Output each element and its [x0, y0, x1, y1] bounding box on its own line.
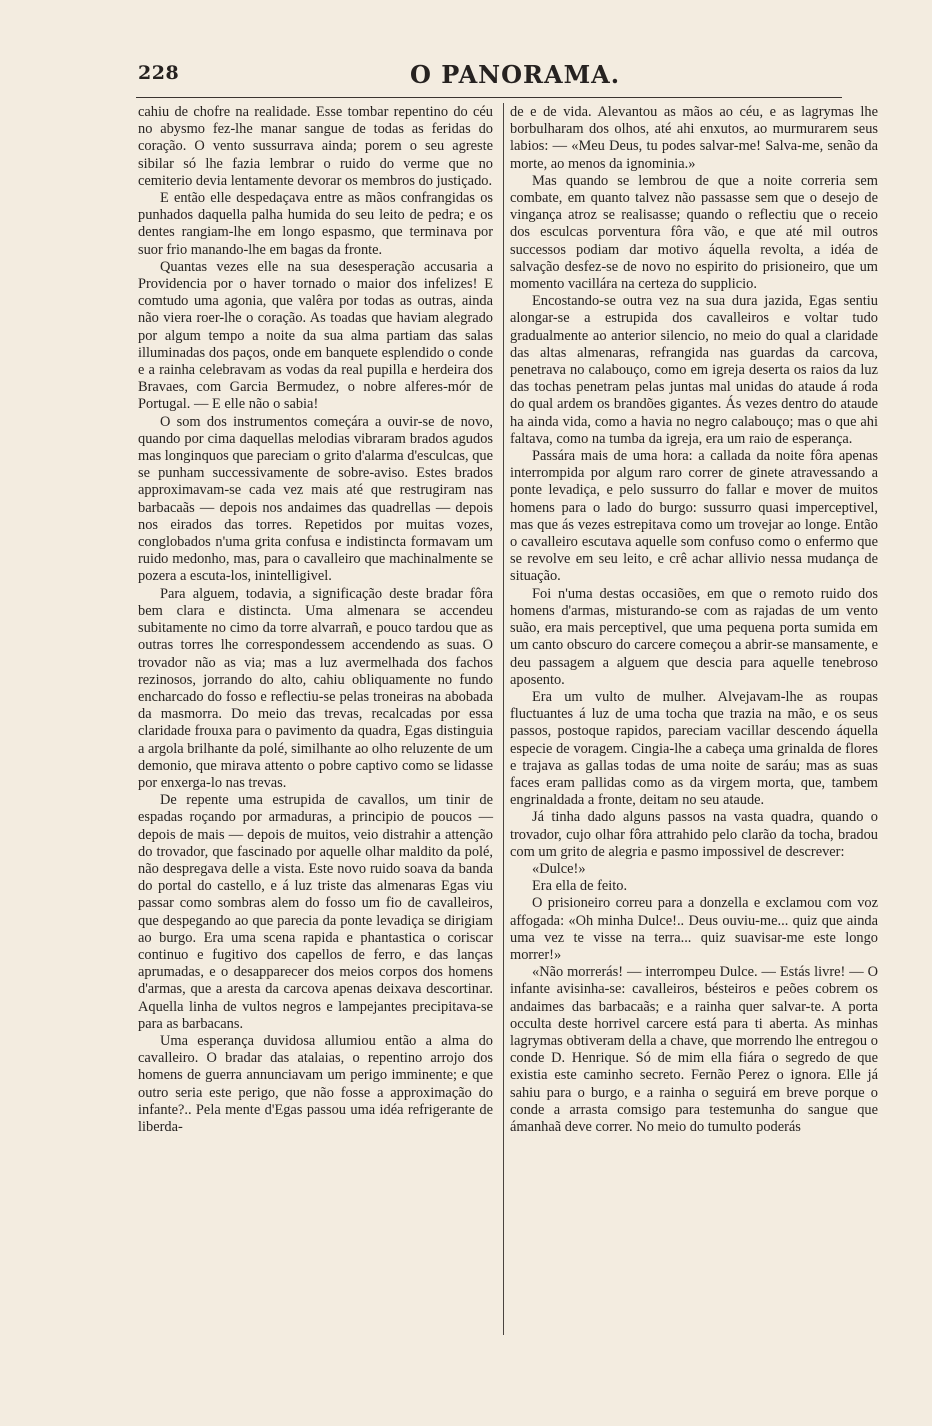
paragraph: Encostando-se outra vez na sua dura jazida, Egas sentiu alongar-se a estrupida dos cavalleiros e voltar tudo gradualmente ao anterior silencio, no meio do qual a claridade das altas almenaras, refrangida nas guardas da carcova, penetrava no calabouço, como em igreja deserta os raios da luz das tochas penetram pelas juntas mal unidas do ataude á roda do qual ardem os brandões gigantes. Ás vezes dentro do ataude ha ainda vida, como a havia no negro calabouço; mas o que ahi faltava, como na tumba da igreja, era um raio de esperança. [510, 293, 878, 447]
paragraph: Mas quando se lembrou de que a noite correria sem combate, em quanto talvez não passasse sem que o desejo de vingança atroz se realisasse; quando o reflectiu que o receio dos esculcas porventura fôra vão, e que até mil outros successos podiam dar motivo áquella revolta, a idéa de salvação desfez-se de novo no espirito do prisioneiro, que um momento vacillára na certeza do supplicio. [510, 172, 878, 293]
paragraph: Para alguem, todavia, a significação deste bradar fôra bem clara e distincta. Uma almenara se accendeu subitamente no cimo da torre alvarrañ, e pouco tardou que as outras torres lhe correspondessem accendendo as suas. O trovador não as via; mas a luz avermelhada dos fachos rezinosos, jorrando do alto, cahiu obliquamente no fundo encharcado do fosso e reflectiu-se pelas troneiras na abobada da masmorra. Do meio das trevas, recalcadas por essa claridade frouxa para o pavimento da quadra, Egas distinguia a argola brilhante da polé, similhante ao olho reluzente de um demonio, que mirava attento o pobre captivo como se lidasse por enxerga-lo nas trevas. [138, 585, 493, 791]
paragraph: Foi n'uma destas occasiões, em que o remoto ruido dos homens d'armas, misturando-se com as rajadas de um vento suão, era mais perceptivel, que uma pequena porta sumida em um canto obscuro do carcere começou a abrir-se mansamente, e deu passagem a alguem que descia para aquelle tenebroso aposento. [510, 585, 878, 688]
paragraph: Quantas vezes elle na sua desesperação accusaria a Providencia por o haver tornado o maior dos infelizes! E comtudo uma agonia, que valêra por todas as outras, ainda não viera roer-lhe o coração. As toadas que haviam alegrado por algum tempo a noite da sua alma partiam das salas illuminadas dos paços, onde em banquete esplendido o conde e a rainha celebravam as vodas da real pupilla e herdeira dos Bravaes, com Garcia Bermudez, o nobre alferes-mór de Portugal. — E elle não o sabia! [138, 258, 493, 413]
journal-title: O PANORAMA. [410, 60, 621, 89]
paragraph: Uma esperança duvidosa allumiou então a alma do cavalleiro. O bradar das atalaias, o repentino arrojo dos homens de guerra annunciavam um perigo imminente; e que outro seria este perigo, que não fosse a approximação do infante?.. Pela mente d'Egas passou uma idéa refrigerante de liberda- [138, 1032, 493, 1135]
column-divider [503, 103, 504, 1335]
paragraph: Já tinha dado alguns passos na vasta quadra, quando o trovador, cujo olhar fôra attrahido pelo clarão da tocha, bradou com um grito de alegria e pasmo impossivel de descrever: [510, 809, 878, 860]
paragraph: de e de vida. Alevantou as mãos ao céu, e as lagrymas lhe borbulharam dos olhos, até ahi enxutos, ao murmurarem seus labios: — «Meu Deus, tu podes salvar-me! Salva-me, senão da morte, ao menos da ignominia.» [510, 104, 878, 172]
paragraph: «Dulce!» [532, 860, 586, 877]
paragraph: De repente uma estrupida de cavallos, um tinir de espadas roçando por armaduras, a principio de poucos — depois de mais — depois de muitos, veio distrahir a attenção do trovador, que fascinado por aquelle olhar maldito da polé, não despregava delle a vista. Este novo ruido soava da banda do portal do castello, e á luz triste das almenaras Egas viu passar como sombras alem do fosso um fio de cavalleiros, que despegando ao que parecia da ponte levadiça se dirigiam ao burgo. Era uma scena rapida e phantastica o coriscar continuo e fugitivo dos capellos de ferro, e das lanças aprumadas, e o desapparecer dos meios corpos dos homens d'armas, que a aresta da carcova apenas deixava descortinar. Aquella linha de vultos negros e lampejantes precipitava-se para as barbacans. [138, 792, 493, 1032]
paragraph: cahiu de chofre na realidade. Esse tombar repentino do céu no abysmo fez-lhe manar sangue de todas as feridas do coração. O vento sussurrava ainda; porem o seu agreste sibilar só lhe fazia lembrar o ruido do verme que no cemiterio devia lentamente devorar os membros do justiçado. [138, 104, 493, 189]
left-column [138, 104, 493, 1136]
paragraph: O prisioneiro correu para a donzella e exclamou com voz affogada: «Oh minha Dulce!.. Deus ouviu-me... quiz que ainda uma vez te visse na terra... quiz suavisar-me este longo morrer!» [510, 895, 878, 963]
page-number: 228 [138, 62, 180, 84]
paragraph: Passára mais de uma hora: a callada da noite fôra apenas interrompida por algum raro correr de ginete atravessando a ponte levadiça, e pelo sussurro do fallar e mover de muitos homens para o lado do burgo: sussurro quasi imperceptivel, mas que ás vezes estrepitava como um trovejar ao longe. Então o cavalleiro escutava aquelle som confuso como o enfermo que se revolve em seu leito, e crê achar allivio nessa mudança de situação. [510, 448, 878, 585]
header-rule [136, 97, 842, 98]
paragraph: Era ella de feito. [532, 878, 628, 895]
paragraph: Era um vulto de mulher. Alvejavam-lhe as roupas fluctuantes á luz de uma tocha que trazia na mão, e os seus passos, postoque rapidos, pareciam vacillar descendo áquella especie de voragem. Cingia-lhe a cabeça uma grinalda de flores e trajava as gallas todas de uma noite de saráu; mas as suas faces eram pallidas como as da virgem morta, que, tambem engrinaldada a fronte, deitam no seu ataude. [510, 688, 878, 809]
paragraph: «Não morrerás! — interrompeu Dulce. — Estás livre! — O infante avisinha-se: cavalleiros, bésteiros e peões cobrem os andaimes das barbacaãs; e a rainha quer salvar-te. A porta occulta deste horrivel carcere está para ti aberta. As minhas lagrymas obtiveram della a chave, que morrendo lhe entregou o conde D. Henrique. Só de mim ella fiára o segredo de que existia este caminho secreto. Fernão Perez o ignora. Elle já sahiu para o burgo, e a rainha o seguirá em breve porque o conde a arrasta comsigo para testemunha do sangue que ámanhaã deve correr. No meio do tumulto poderás [510, 964, 878, 1135]
paragraph: O som dos instrumentos começára a ouvir-se de novo, quando por cima daquellas melodias vibraram brados agudos mas longinquos que pareciam o grito d'alarma d'esculcas, que se punham successivamente de sobre-aviso. Estes brados approximavam-se cada vez mais até que restrugiram nas barbacaãs — depois nos andaimes das quadrellas — depois nos eirados das torres. Repetidos por muitas vozes, conglobados n'uma grita confusa e indistincta formavam um ruido medonho, mas, para o cavalleiro que machinalmente se pozera a escuta-los, inintelligivel. [138, 413, 493, 585]
right-column [510, 104, 878, 1136]
paragraph: E então elle despedaçava entre as mãos confrangidas os punhados daquella palha humida do seu leito de pedra; e os dentes rangiam-lhe em longo espasmo, que terminava por suor frio manando-lhe em bagas da fronte. [138, 190, 493, 258]
